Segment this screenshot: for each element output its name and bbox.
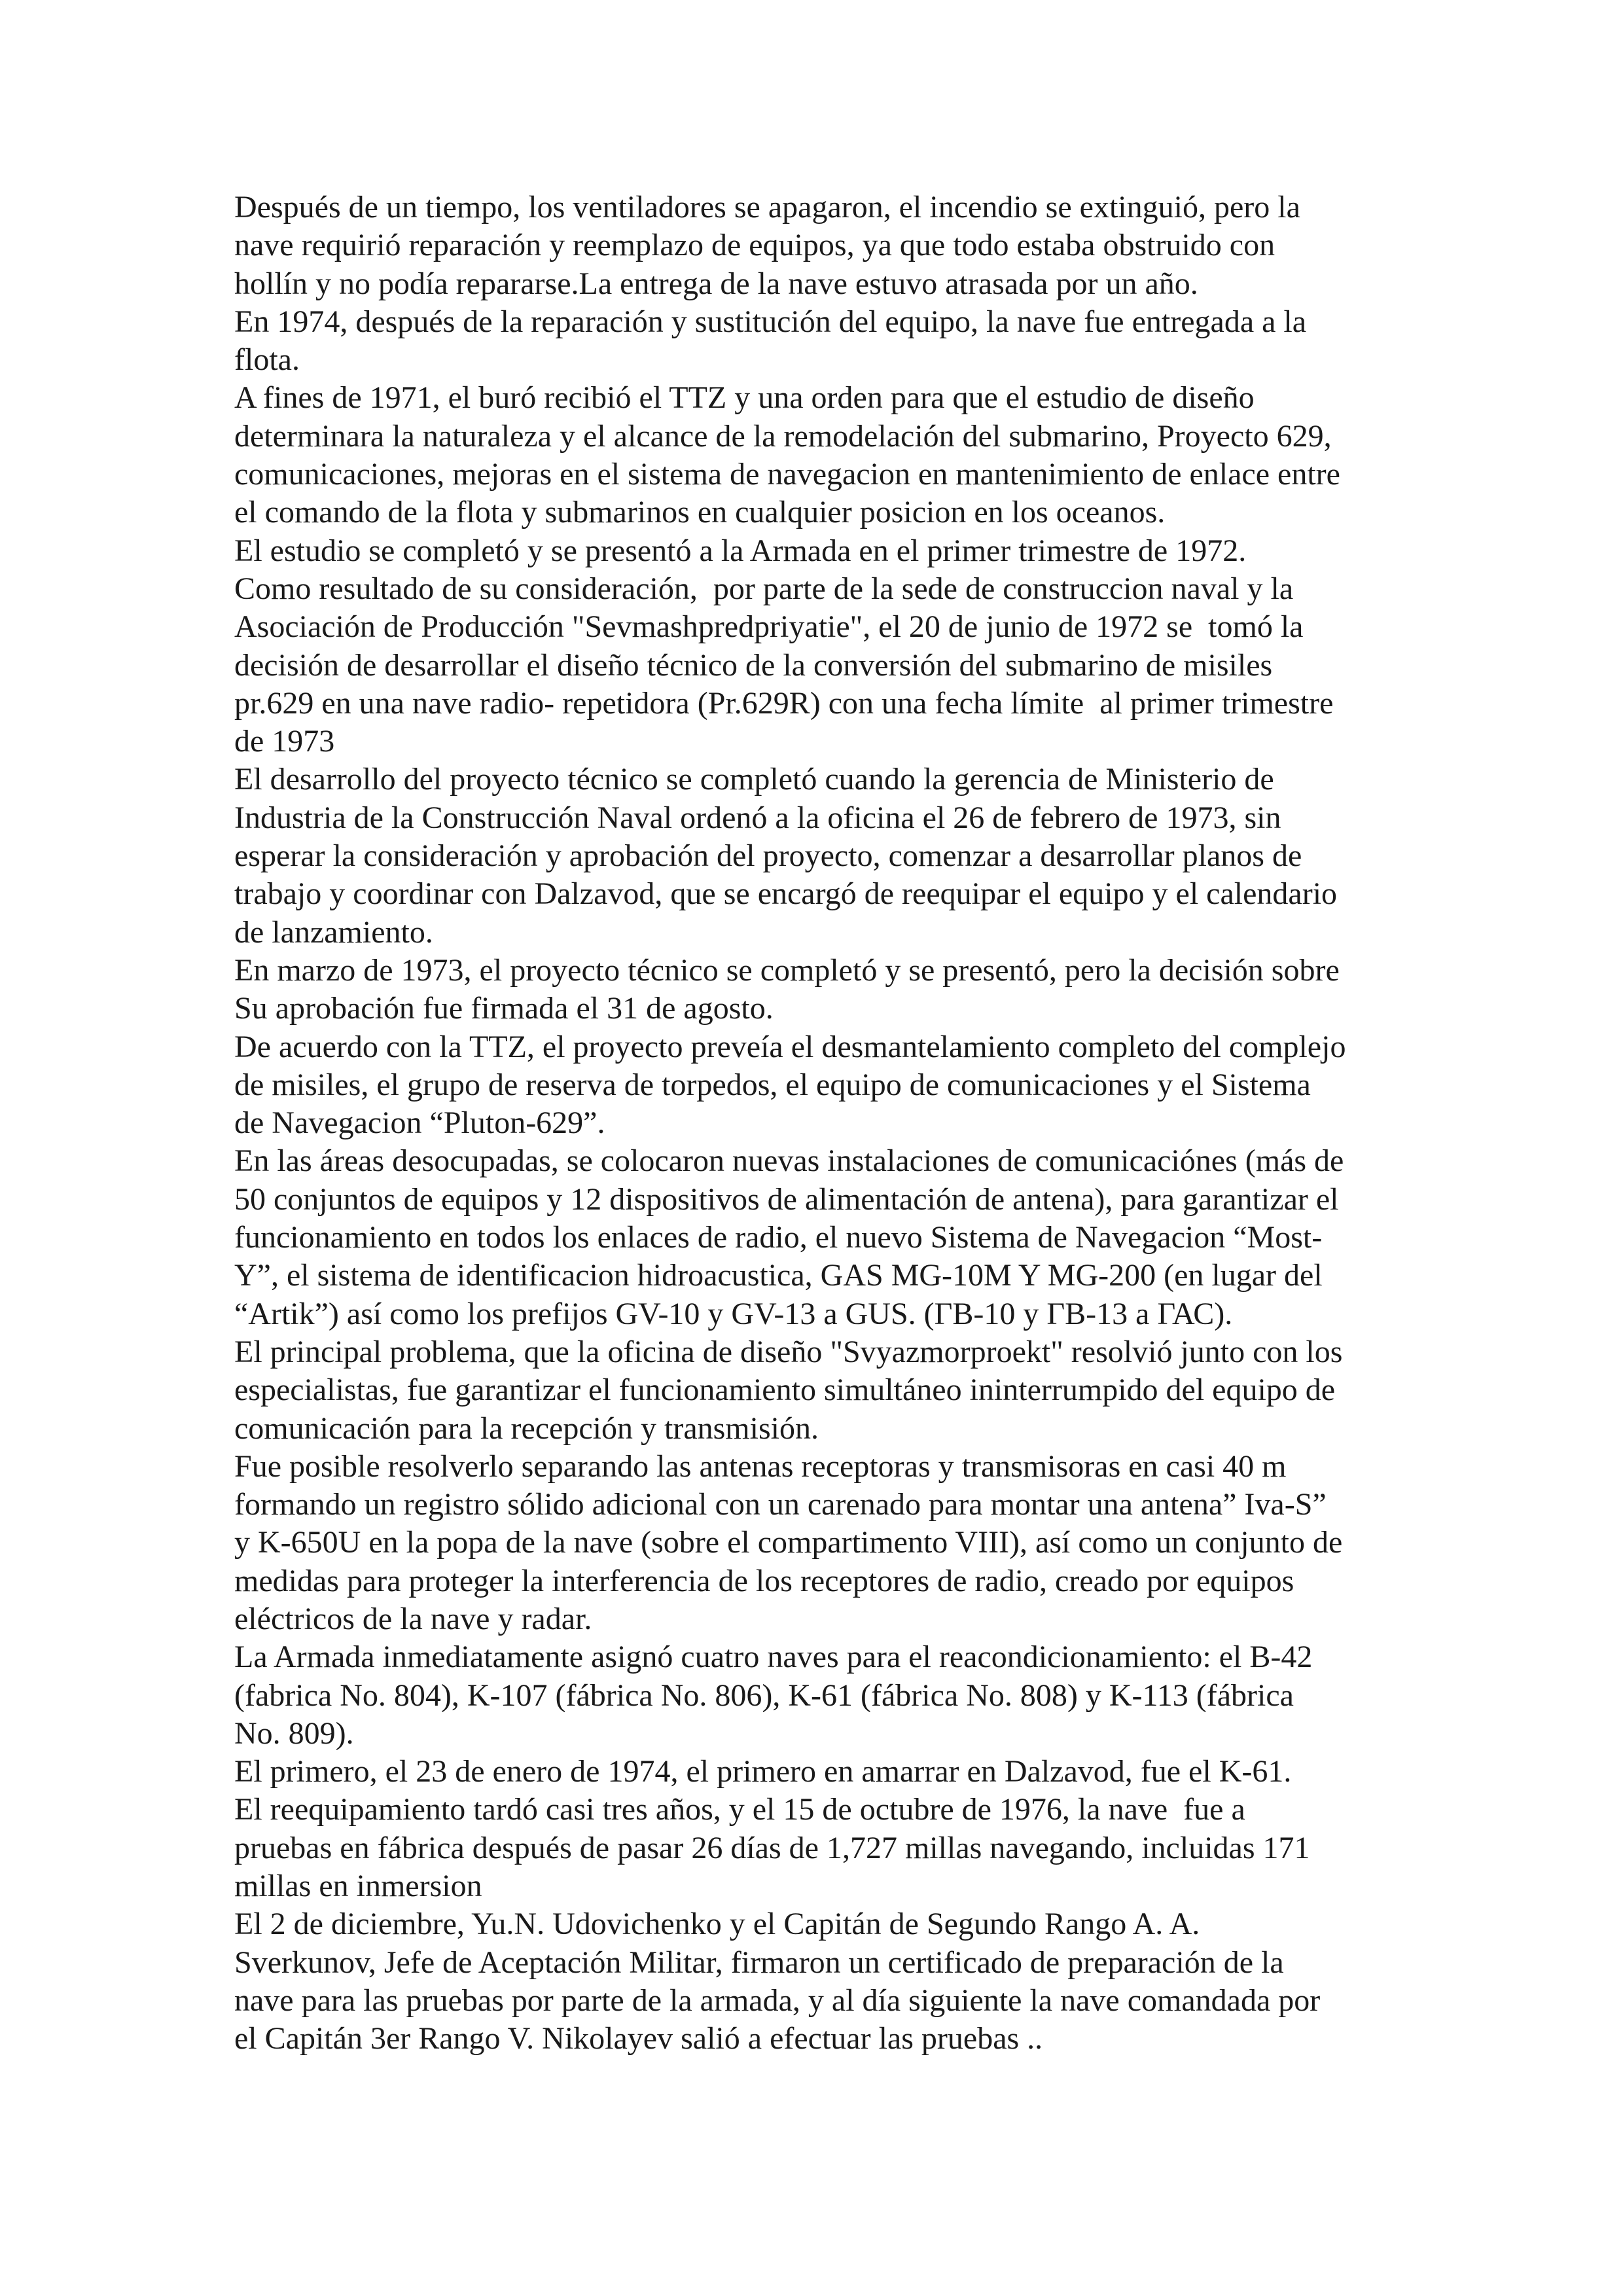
text-line: La Armada inmediatamente asignó cuatro naves para el reacondicionamiento: el B-42 [234, 1640, 1313, 1675]
text-line: esperar la consideración y aprobación del proyecto, comenzar a desarrollar planos de [234, 838, 1302, 874]
text-line: De acuerdo con la TTZ, el proyecto preveía el desmantelamiento completo del complejo [234, 1029, 1346, 1064]
text-line: determinara la naturaleza y el alcance de la remodelación del submarino, Proyecto 629, [234, 418, 1332, 454]
text-line: Sverkunov, Jefe de Aceptación Militar, firmaron un certificado de preparación de la [234, 1945, 1284, 1980]
text-line: El reequipamiento tardó casi tres años, y el 15 de octubre de 1976, la nave fue a [234, 1792, 1245, 1827]
text-line: y K-650U en la popa de la nave (sobre el compartimento VIII), así como un conjunto de [234, 1525, 1343, 1560]
text-line: En marzo de 1973, el proyecto técnico se completó y se presentó, pero la decisión sobre [234, 952, 1340, 988]
text-line: El 2 de diciembre, Yu.N. Udovichenko y el Capitán de Segundo Rango A. A. [234, 1907, 1200, 1942]
text-line: Asociación de Producción "Sevmashpredpriyatie", el 20 de junio de 1972 se tomó la [234, 609, 1304, 645]
text-line: Después de un tiempo, los ventiladores se apagaron, el incendio se extinguió, pero la [234, 190, 1300, 224]
text-line: El estudio se completó y se presentó a la Armada en el primer trimestre de 1972. [234, 533, 1247, 568]
text-line: pr.629 en una nave radio- repetidora (Pr.629R) con una fecha límite al primer trimestre [234, 685, 1334, 721]
text-line: Su aprobación fue firmada el 31 de agosto. [234, 991, 774, 1026]
text-line: de lanzamiento. [234, 914, 433, 950]
text-line: nave requirió reparación y reemplazo de equipos, ya que todo estaba obstruido con [234, 228, 1275, 263]
text-line: eléctricos de la nave y radar. [234, 1601, 592, 1636]
text-line: 50 conjuntos de equipos y 12 dispositivos de alimentación de antena), para garantizar el [234, 1181, 1339, 1217]
text-line: nave para las pruebas por parte de la armada, y al día siguiente la nave comandada por [234, 1982, 1321, 2018]
text-line: medidas para proteger la interferencia de los receptores de radio, creado por equipos [234, 1563, 1294, 1598]
text-line: de 1973 [234, 724, 335, 759]
text-line: A fines de 1971, el buró recibió el TTZ y una orden para que el estudio de diseño [234, 380, 1255, 416]
text-line: (fabrica No. 804), K-107 (fábrica No. 806), K-61 (fábrica No. 808) y K-113 (fábrica [234, 1677, 1294, 1713]
text-line: flota. [234, 342, 300, 378]
text-line: de misiles, el grupo de reserva de torpedos, el equipo de comunicaciones y el Sistema [234, 1067, 1311, 1102]
text-line: En 1974, después de la reparación y sustitución del equipo, la nave fue entregada a la [234, 304, 1307, 339]
text-line: comunicaciones, mejoras en el sistema de navegacion en mantenimiento de enlace entre [234, 457, 1340, 492]
text-line: Y”, el sistema de identificacion hidroacustica, GAS MG-10M Y MG-200 (en lugar del [234, 1258, 1323, 1293]
text-line: funcionamiento en todos los enlaces de radio, el nuevo Sistema de Navegacion “Most- [234, 1220, 1323, 1255]
text-line: Como resultado de su consideración, por parte de la sede de construccion naval y la [234, 571, 1294, 606]
text-line: el Capitán 3er Rango V. Nikolayev salió a efectuar las pruebas .. [234, 2021, 1043, 2056]
text-line: En las áreas desocupadas, se colocaron nuevas instalaciones de comunicaciónes (más de [234, 1143, 1344, 1179]
text-line: “Artik”) así como los prefijos GV-10 y GV-13 a GUS. (ГВ-10 y ГВ-13 a ГАС). [234, 1296, 1233, 1331]
text-line: decisión de desarrollar el diseño técnico de la conversión del submarino de misiles [234, 647, 1273, 683]
text-line: el comando de la flota y submarinos en cualquier posicion en los oceanos. [234, 495, 1166, 530]
text-line: El principal problema, que la oficina de diseño "Svyazmorproekt" resolvió junto con los [234, 1334, 1343, 1369]
text-line: Industria de la Construcción Naval ordenó a la oficina el 26 de febrero de 1973, sin [234, 800, 1281, 835]
text-line: formando un registro sólido adicional con un carenado para montar una antena” Iva-S” [234, 1487, 1327, 1522]
text-line: hollín y no podía repararse.La entrega de la nave estuvo atrasada por un año. [234, 266, 1198, 301]
text-line: Fue posible resolverlo separando las antenas receptoras y transmisoras en casi 40 m [234, 1448, 1287, 1484]
text-line: pruebas en fábrica después de pasar 26 días de 1,727 millas navegando, incluidas 171 [234, 1830, 1310, 1865]
text-line: El primero, el 23 de enero de 1974, el primero en amarrar en Dalzavod, fue el K-61. [234, 1754, 1292, 1789]
text-line: comunicación para la recepción y transmisión. [234, 1410, 819, 1446]
text-line: especialistas, fue garantizar el funcionamiento simultáneo ininterrumpido del equipo de [234, 1372, 1336, 1408]
text-line: de Navegacion “Pluton-629”. [234, 1105, 605, 1141]
body-text [234, 188, 1412, 2058]
text-line: El desarrollo del proyecto técnico se completó cuando la gerencia de Ministerio de [234, 762, 1274, 797]
text-line: millas en inmersion [234, 1869, 482, 1904]
text-line: No. 809). [234, 1715, 354, 1751]
text-line: trabajo y coordinar con Dalzavod, que se encargó de reequipar el equipo y el calendario [234, 876, 1338, 912]
